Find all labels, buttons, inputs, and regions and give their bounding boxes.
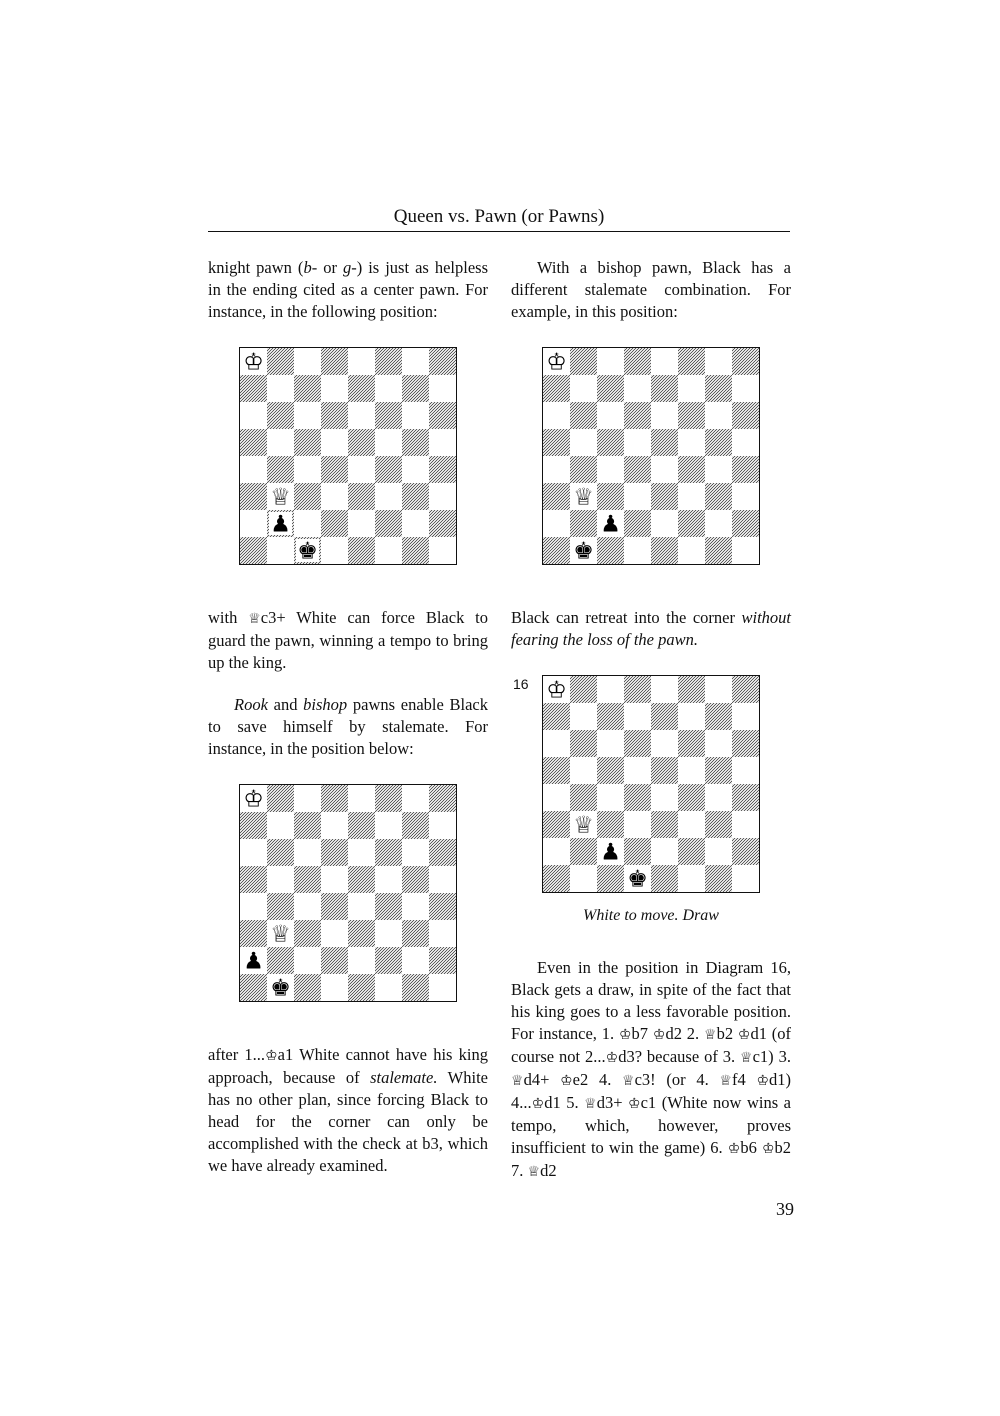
dark-square [267, 402, 294, 429]
light-square [705, 402, 732, 429]
light-square [375, 483, 402, 510]
light-square [543, 456, 570, 483]
dark-square [402, 974, 429, 1001]
dark-square [543, 375, 570, 402]
dark-square [429, 947, 456, 974]
light-square [321, 920, 348, 947]
diagram-number: 16 [513, 676, 529, 692]
dark-square [348, 537, 375, 564]
dark-square [705, 375, 732, 402]
light-square [543, 510, 570, 537]
dark-square [240, 429, 267, 456]
dark-square [294, 974, 321, 1001]
dark-square [240, 537, 267, 564]
header-rule [208, 231, 790, 232]
dark-square [705, 811, 732, 838]
dark-square [429, 510, 456, 537]
dark-square [267, 348, 294, 375]
light-square [624, 703, 651, 730]
dark-square [240, 812, 267, 839]
paragraph-rook-bishop: Rook and bishop pawns enable Black to save himself by stalemate. For instance, in the position below: [208, 695, 489, 758]
light-square [732, 811, 759, 838]
king-icon: ♔ [560, 1073, 573, 1089]
light-square [678, 537, 705, 564]
dark-square [651, 375, 678, 402]
light-square [678, 811, 705, 838]
light-square [429, 483, 456, 510]
light-square [348, 785, 375, 812]
dark-square [321, 348, 348, 375]
dark-square [651, 483, 678, 510]
light-square [732, 429, 759, 456]
dark-square [429, 785, 456, 812]
dark-square [429, 456, 456, 483]
light-square [429, 812, 456, 839]
king-icon: ♔ [618, 1027, 632, 1043]
dark-square [624, 838, 651, 865]
white-queen-icon: ♕ [270, 484, 291, 511]
dark-square [375, 893, 402, 920]
light-square [678, 865, 705, 892]
dark-square [624, 456, 651, 483]
dark-square [321, 785, 348, 812]
white-king-icon: ♔ [243, 349, 264, 376]
paragraph-diagram-16-analysis: Even in the position in Diagram 16, Black gets a draw, in spite of the fact that his king goes to a less favorable position. For instance, 1. ♔b7 ♔d2 2. ♕b2 ♔d1 (of course not 2...♔d3? because of 3. ♕c1) 3. ♕d4+ ♔e2 4. ♕c3! (or 4. ♕f4 ♔d1) 4...♔d1 5. ♕d3+ ♔c1 (White now wins a tempo, which, however, proves insufficient to win the game) 6. ♔b6 ♔b2 7. ♕d2 [511, 958, 792, 1180]
dark-square [570, 676, 597, 703]
light-square [543, 838, 570, 865]
light-square [705, 510, 732, 537]
light-square [651, 456, 678, 483]
dark-square [732, 676, 759, 703]
light-square [429, 375, 456, 402]
light-square [570, 703, 597, 730]
dark-square [267, 947, 294, 974]
dark-square [348, 920, 375, 947]
light-square [624, 537, 651, 564]
dark-square [348, 375, 375, 402]
dark-square [543, 429, 570, 456]
dark-square [570, 784, 597, 811]
dark-square [543, 811, 570, 838]
light-square [348, 839, 375, 866]
light-square [705, 348, 732, 375]
black-pawn-icon: ♟ [600, 511, 621, 538]
king-icon: ♔ [628, 1096, 641, 1112]
dark-square [375, 348, 402, 375]
black-king-icon: ♚ [573, 538, 594, 564]
dark-square [570, 348, 597, 375]
light-square [705, 456, 732, 483]
board-grid [543, 676, 759, 892]
dark-square [732, 784, 759, 811]
light-square [348, 348, 375, 375]
chess-diagram-2 [542, 347, 760, 565]
light-square [651, 348, 678, 375]
light-square [651, 838, 678, 865]
light-square [294, 947, 321, 974]
dark-square [402, 537, 429, 564]
light-square [348, 402, 375, 429]
light-square [429, 974, 456, 1001]
dark-square [651, 811, 678, 838]
queen-icon: ♕ [511, 1073, 524, 1089]
dark-square [597, 865, 624, 892]
dark-square [678, 348, 705, 375]
light-square [678, 483, 705, 510]
dark-square [624, 510, 651, 537]
chess-diagram-1 [239, 347, 457, 565]
chess-diagram-16 [542, 675, 760, 893]
dark-square [732, 456, 759, 483]
board-grid [240, 348, 456, 564]
light-square [543, 784, 570, 811]
light-square [624, 483, 651, 510]
dark-square [705, 429, 732, 456]
dark-square [651, 537, 678, 564]
king-icon: ♔ [761, 1141, 775, 1157]
light-square [348, 456, 375, 483]
dark-square [570, 510, 597, 537]
light-square [705, 730, 732, 757]
dark-square [624, 730, 651, 757]
dark-square [321, 402, 348, 429]
dark-square [348, 812, 375, 839]
light-square [651, 676, 678, 703]
light-square [651, 402, 678, 429]
light-square [375, 375, 402, 402]
dark-square [348, 483, 375, 510]
dark-square [732, 730, 759, 757]
dark-square [543, 537, 570, 564]
dark-square [624, 784, 651, 811]
light-square [240, 402, 267, 429]
light-square [597, 730, 624, 757]
dark-square [348, 866, 375, 893]
light-square [402, 402, 429, 429]
black-king-icon: ♚ [270, 975, 291, 1001]
page-number: 39 [776, 1199, 794, 1219]
dark-square [429, 348, 456, 375]
light-square [624, 375, 651, 402]
dark-square [240, 920, 267, 947]
board-grid [240, 785, 456, 1001]
light-square [294, 348, 321, 375]
dark-square [678, 784, 705, 811]
dark-square [402, 483, 429, 510]
paragraph-bishop-pawn: With a bishop pawn, Black has a different stalemate combination. For example, in this position: [511, 258, 791, 321]
light-square [705, 676, 732, 703]
light-square [321, 974, 348, 1001]
light-square [402, 456, 429, 483]
light-square [375, 429, 402, 456]
diagram-caption: White to move. Draw [583, 907, 719, 924]
light-square [651, 510, 678, 537]
dark-square [348, 429, 375, 456]
light-square [402, 893, 429, 920]
dark-square [348, 974, 375, 1001]
light-square [624, 757, 651, 784]
king-icon: ♔ [756, 1073, 770, 1089]
board-grid [543, 348, 759, 564]
dark-square [267, 893, 294, 920]
light-square [732, 375, 759, 402]
queen-icon: ♕ [622, 1073, 635, 1089]
dark-square [429, 893, 456, 920]
dark-square [543, 703, 570, 730]
dark-square [267, 785, 294, 812]
dark-square [543, 757, 570, 784]
light-square [429, 537, 456, 564]
light-square [651, 784, 678, 811]
light-square [375, 537, 402, 564]
light-square [429, 920, 456, 947]
dark-square [321, 947, 348, 974]
dark-square [570, 838, 597, 865]
dark-square [375, 785, 402, 812]
light-square [429, 429, 456, 456]
dark-square [321, 456, 348, 483]
dark-square [597, 375, 624, 402]
light-square [267, 537, 294, 564]
light-square [597, 784, 624, 811]
dark-square [570, 456, 597, 483]
dark-square [402, 375, 429, 402]
dark-square [705, 703, 732, 730]
dark-square [570, 730, 597, 757]
light-square [321, 375, 348, 402]
light-square [240, 839, 267, 866]
paragraph-knight-pawn: knight pawn (b- or g-) is just as helpless in the ending cited as a center pawn. For instance, in the following position: [208, 258, 488, 321]
light-square [294, 456, 321, 483]
light-square [732, 483, 759, 510]
light-square [348, 510, 375, 537]
dark-square [375, 947, 402, 974]
dark-square [429, 402, 456, 429]
light-square [375, 974, 402, 1001]
light-square [732, 865, 759, 892]
white-queen-icon: ♕ [573, 484, 594, 511]
light-square [375, 920, 402, 947]
dark-square [705, 757, 732, 784]
queen-icon: ♕ [740, 1050, 753, 1066]
dark-square [240, 483, 267, 510]
light-square [597, 676, 624, 703]
light-square [402, 510, 429, 537]
light-square [678, 703, 705, 730]
dark-square [597, 483, 624, 510]
dark-square [429, 839, 456, 866]
dark-square [732, 510, 759, 537]
light-square [375, 866, 402, 893]
light-square [240, 456, 267, 483]
paragraph-stalemate: after 1...♔a1 White cannot have his king approach, because of stalemate. White has no other plan, since forcing Black to head for the corner can only be accomplished with the check at b3, which we have already examined. [208, 1045, 488, 1175]
paragraph-retreat-corner: Black can retreat into the corner without fearing the loss of the pawn. [511, 608, 791, 649]
light-square [705, 784, 732, 811]
dark-square [294, 866, 321, 893]
dark-square [651, 757, 678, 784]
dark-square [678, 402, 705, 429]
dark-square [294, 812, 321, 839]
light-square [321, 483, 348, 510]
light-square [651, 730, 678, 757]
dark-square [543, 865, 570, 892]
light-square [267, 812, 294, 839]
light-square [597, 402, 624, 429]
dark-square [240, 974, 267, 1001]
dark-square [402, 866, 429, 893]
dark-square [267, 839, 294, 866]
light-square [348, 893, 375, 920]
dark-square [597, 703, 624, 730]
light-square [240, 893, 267, 920]
light-square [570, 375, 597, 402]
light-square [624, 429, 651, 456]
light-square [705, 838, 732, 865]
dark-square [267, 456, 294, 483]
dark-square [321, 839, 348, 866]
dark-square [402, 429, 429, 456]
dark-square [597, 811, 624, 838]
light-square [321, 812, 348, 839]
light-square [732, 757, 759, 784]
queen-icon: ♕ [584, 1096, 597, 1112]
white-king-icon: ♔ [546, 677, 567, 704]
queen-icon: ♕ [527, 1164, 541, 1180]
black-king-icon: ♚ [627, 866, 648, 892]
light-square [294, 785, 321, 812]
dark-square [294, 375, 321, 402]
light-square [597, 348, 624, 375]
light-square [375, 812, 402, 839]
dark-square [732, 402, 759, 429]
light-square [294, 839, 321, 866]
light-square [402, 839, 429, 866]
dark-square [678, 510, 705, 537]
dark-square [624, 676, 651, 703]
white-queen-icon: ♕ [573, 812, 594, 839]
dark-square [402, 920, 429, 947]
dark-square [321, 893, 348, 920]
dark-square [597, 537, 624, 564]
dark-square [705, 483, 732, 510]
paragraph-queen-check: with ♕c3+ White can force Black to guard the pawn, winning a tempo to bring up the king. [208, 608, 488, 672]
dark-square [543, 483, 570, 510]
king-icon: ♔ [265, 1048, 278, 1064]
dark-square [678, 730, 705, 757]
light-square [267, 429, 294, 456]
king-icon: ♔ [531, 1096, 545, 1112]
dark-square [651, 703, 678, 730]
dark-square [402, 812, 429, 839]
dark-square [678, 456, 705, 483]
light-square [543, 730, 570, 757]
dark-square [240, 866, 267, 893]
white-queen-icon: ♕ [270, 921, 291, 948]
black-pawn-icon: ♟ [243, 948, 264, 975]
black-king-icon: ♚ [297, 538, 318, 564]
light-square [267, 375, 294, 402]
queen-icon: ♕ [719, 1073, 732, 1089]
light-square [570, 865, 597, 892]
light-square [348, 947, 375, 974]
dark-square [624, 402, 651, 429]
dark-square [375, 510, 402, 537]
light-square [597, 456, 624, 483]
king-icon: ♔ [605, 1050, 619, 1066]
light-square [543, 402, 570, 429]
light-square [570, 429, 597, 456]
dark-square [294, 483, 321, 510]
light-square [294, 893, 321, 920]
light-square [267, 866, 294, 893]
light-square [624, 811, 651, 838]
light-square [321, 537, 348, 564]
dark-square [321, 510, 348, 537]
dark-square [294, 920, 321, 947]
running-header: Queen vs. Pawn (or Pawns) [393, 206, 605, 227]
white-king-icon: ♔ [546, 349, 567, 376]
black-pawn-icon: ♟ [600, 839, 621, 866]
dark-square [705, 865, 732, 892]
dark-square [705, 537, 732, 564]
dark-square [375, 456, 402, 483]
light-square [678, 757, 705, 784]
light-square [402, 785, 429, 812]
dark-square [375, 402, 402, 429]
light-square [732, 703, 759, 730]
light-square [321, 429, 348, 456]
light-square [321, 866, 348, 893]
dark-square [375, 839, 402, 866]
white-king-icon: ♔ [243, 786, 264, 813]
light-square [240, 510, 267, 537]
light-square [429, 866, 456, 893]
dark-square [678, 838, 705, 865]
light-square [294, 510, 321, 537]
dark-square [651, 865, 678, 892]
king-icon: ♔ [727, 1141, 741, 1157]
light-square [570, 757, 597, 784]
black-pawn-icon: ♟ [270, 511, 291, 538]
chess-diagram-3 [239, 784, 457, 1002]
dark-square [678, 676, 705, 703]
light-square [678, 429, 705, 456]
dark-square [597, 757, 624, 784]
king-icon: ♔ [737, 1027, 751, 1043]
queen-icon: ♕ [248, 611, 261, 627]
light-square [732, 537, 759, 564]
light-square [294, 402, 321, 429]
dark-square [240, 375, 267, 402]
dark-square [597, 429, 624, 456]
light-square [402, 348, 429, 375]
king-icon: ♔ [652, 1027, 666, 1043]
dark-square [651, 429, 678, 456]
light-square [402, 947, 429, 974]
dark-square [624, 348, 651, 375]
dark-square [294, 429, 321, 456]
dark-square [732, 838, 759, 865]
light-square [678, 375, 705, 402]
dark-square [570, 402, 597, 429]
dark-square [732, 348, 759, 375]
queen-icon: ♕ [704, 1027, 717, 1043]
